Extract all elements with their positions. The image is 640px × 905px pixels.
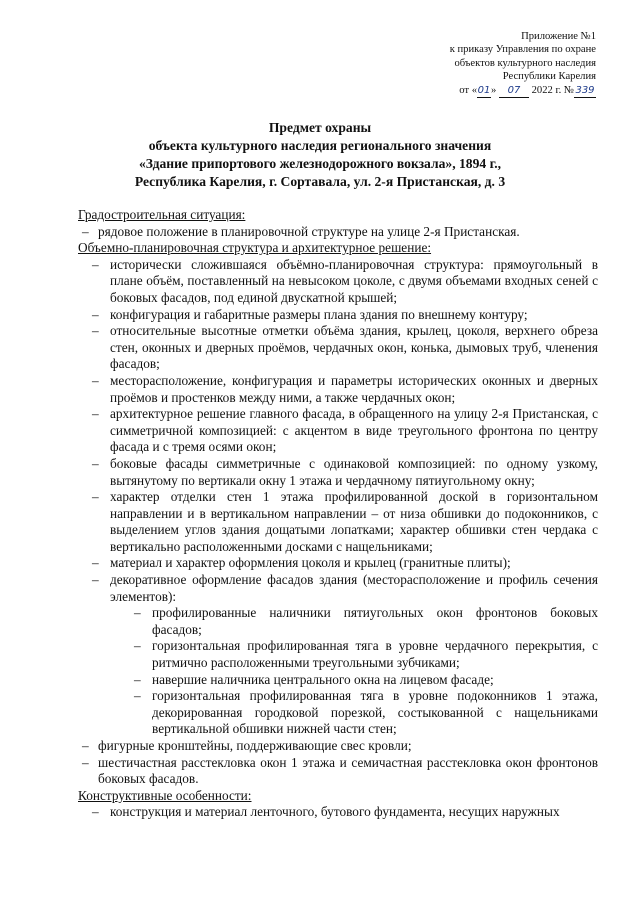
list-item — [78, 323, 598, 373]
item-text: конфигурация и габаритные размеры плана здания по внешнему контуру; — [110, 306, 528, 322]
dash-marker: – — [92, 804, 99, 820]
sub-list-item — [78, 688, 598, 738]
list-item — [78, 738, 598, 755]
section-heading-urban: Градостроительная ситуация: — [78, 207, 246, 222]
date-mid: » — [491, 84, 499, 96]
dash-marker: – — [82, 754, 89, 770]
dash-marker: – — [92, 406, 99, 422]
list-item — [78, 224, 598, 241]
appendix-line-1: Приложение №1 — [521, 31, 596, 42]
list-item — [78, 456, 598, 489]
date-month: 07 — [499, 84, 529, 98]
item-text: архитектурное решение главного фасада, в обращенного на улицу 2-я Пристанская, с симметричной композицией: с акцентом в виде треугольного фронтона по центру фасада и с тремя осями окон; — [110, 406, 598, 455]
date-suffix: 2022 г. № — [528, 84, 574, 96]
appendix-block — [450, 30, 596, 98]
item-text: конструкция и материал ленточного, бутового фундамента, несущих наружных — [110, 804, 560, 820]
item-text: фигурные кронштейны, поддерживающие свес кровли; — [98, 738, 412, 753]
order-number: 339 — [574, 84, 596, 98]
dash-marker: – — [82, 738, 89, 753]
section-heading-planning: Объемно-планировочная структура и архитектурное решение: — [78, 240, 432, 256]
dash-marker: – — [92, 555, 99, 571]
dash-marker: – — [92, 572, 99, 588]
title-line-1: Предмет охраны — [268, 120, 372, 135]
list-item — [78, 257, 598, 307]
sub-list-item — [78, 605, 598, 638]
appendix-date-line — [450, 84, 596, 98]
appendix-line-2: к приказу Управления по охране — [449, 44, 596, 56]
item-text: исторически сложившаяся объёмно-планировочная структура: прямоугольный в плане объём, поставленный на невысоком цоколе, с двумя объемами входных сеней с боковых фасадов, под единой двускатной крышей; — [110, 256, 598, 305]
item-text: характер отделки стен 1 этажа профилированной доской в горизонтальном направлении и в вертикальном направлении – от низа обшивки до подоконников, с выделением углов здания дощатыми лопатками; характер обшивки стен чердака с вертикально расположенными досками с нащельниками; — [110, 489, 598, 554]
item-text: декоративное оформление фасадов здания (месторасположение и профиль сечения элементов): — [110, 572, 598, 604]
item-text: относительные высотные отметки объёма здания, крылец, цоколя, верхнего обреза стен, оконных и дверных проёмов, чердачных окон, конька, дымовых труб, членения фасадов; — [110, 323, 598, 372]
list-item — [78, 307, 598, 324]
list-item — [78, 489, 598, 555]
item-text: навершие наличника центрального окна на лицевом фасаде; — [152, 671, 494, 687]
title-line-2: объекта культурного наследия регионального значения — [148, 138, 492, 153]
item-text: месторасположение, конфигурация и параметры исторических оконных и дверных проёмов и простенков между ними, а также чердачных окон; — [110, 372, 598, 405]
document-title — [0, 119, 640, 191]
item-text: горизонтальная профилированная тяга в уровне подоконников 1 этажа, декорированная городковой порезкой, состыкованной с нащельниками вертикальной обшивки нижней части стен; — [152, 688, 598, 737]
dash-marker: – — [92, 256, 99, 272]
dash-marker: – — [92, 323, 99, 339]
dash-marker: – — [92, 455, 99, 471]
dash-marker: – — [134, 671, 141, 687]
document-body — [78, 207, 598, 821]
item-text: горизонтальная профилированная тяга в уровне чердачного перекрытия, с ритмично расположенными треугольными зубчиками; — [152, 638, 598, 671]
section-heading-structural: Конструктивные особенности: — [78, 787, 252, 803]
list-item — [78, 572, 598, 605]
list-item — [78, 755, 598, 788]
sub-list-item — [78, 638, 598, 671]
appendix-line-4: Республики Карелия — [502, 71, 596, 83]
dash-marker: – — [82, 223, 89, 239]
date-day: 01 — [477, 84, 491, 98]
item-text: шестичастная расстекловка окон 1 этажа и семичастная расстекловка окон фронтонов боковых фасадов. — [98, 754, 598, 787]
item-text: материал и характер оформления цоколя и крылец (гранитные плиты); — [110, 555, 511, 571]
dash-marker: – — [134, 688, 141, 704]
title-line-4: Республика Карелия, г. Сортавала, ул. 2-я Пристанская, д. 3 — [134, 174, 506, 189]
list-item — [78, 804, 598, 821]
item-text: боковые фасады симметричные с одинаковой композицией: по одному узкому, вытянутому по вертикали окну 1 этажа и чердачному пятиугольному окну; — [110, 455, 598, 488]
dash-marker: – — [92, 489, 99, 505]
dash-marker: – — [92, 372, 99, 388]
dash-marker: – — [92, 306, 99, 322]
dash-marker: – — [134, 638, 141, 654]
item-text: профилированные наличники пятиугольных окон фронтонов боковых фасадов; — [152, 605, 598, 637]
title-line-3: «Здание припортового железнодорожного вокзала», 1894 г., — [138, 156, 502, 171]
item-text: рядовое положение в планировочной структуре на улице 2-я Пристанская. — [98, 223, 520, 239]
appendix-line-3: объектов культурного наследия — [454, 57, 596, 69]
list-item — [78, 555, 598, 572]
sub-list-item — [78, 672, 598, 689]
date-prefix: от « — [459, 84, 477, 96]
dash-marker: – — [134, 605, 141, 621]
list-item — [78, 373, 598, 406]
list-item — [78, 406, 598, 456]
